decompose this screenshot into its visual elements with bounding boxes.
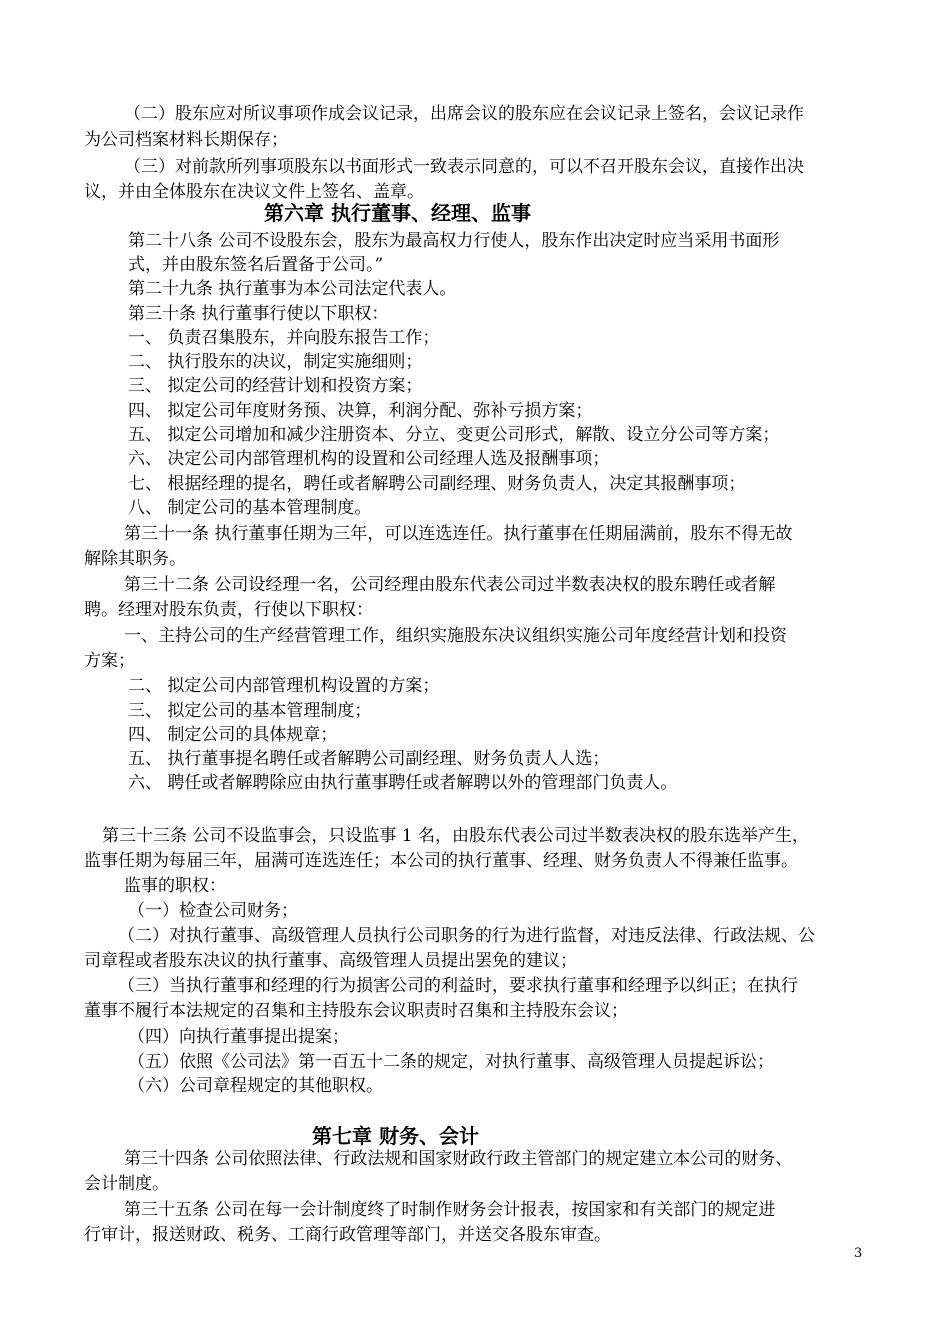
paragraph-line: 解除其职务。 [84, 549, 186, 569]
paragraph-line: （二）对执行董事、高级管理人员执行公司职务的行为进行监督，对违反法律、行政法规、公 [118, 926, 815, 946]
chapter-heading: 第六章 执行董事、经理、监事 [264, 201, 531, 225]
paragraph-line: 第三十一条 执行董事任期为三年，可以连选连任。执行董事在任期届满前，股东不得无故 [124, 524, 793, 544]
list-item: （四）向执行董事提出提案； [128, 1027, 349, 1047]
list-item: （六）公司章程规定的其他职权。 [128, 1076, 383, 1096]
paragraph-line: 董事不履行本法规定的召集和主持股东会议职责时召集和主持股东会议； [84, 1001, 628, 1021]
paragraph-line: 第三十三条 公司不设监事会，只设监事 1 名，由股东代表公司过半数表决权的股东选举产生， [102, 826, 810, 846]
paragraph-line: 第三十五条 公司在每一会计制度终了时制作财务会计报表，按国家和有关部门的规定进 [124, 1200, 776, 1220]
paragraph-line: 监事的职权： [124, 876, 226, 896]
list-item: 八、 制定公司的基本管理制度。 [128, 498, 372, 518]
paragraph-line: 第三十二条 公司设经理一名，公司经理由股东代表公司过半数表决权的股东聘任或者解 [124, 575, 776, 595]
paragraph-line: 式，并由股东签名后置备于公司。” [128, 255, 384, 275]
list-item: 七、 根据经理的提名，聘任或者解聘公司副经理、财务负责人，决定其报酬事项； [128, 474, 746, 494]
paragraph-line: 一、主持公司的生产经营管理工作，组织实施股东决议组织实施公司年度经营计划和投资 [124, 626, 787, 646]
list-item: 六、 决定公司内部管理机构的设置和公司经理人选及报酬事项； [128, 449, 610, 469]
paragraph-line: 第三十条 执行董事行使以下职权： [128, 304, 389, 324]
paragraph-line: 聘。经理对股东负责，行使以下职权： [84, 600, 373, 620]
paragraph-line: （三）对前款所列事项股东以书面形式一致表示同意的，可以不召开股东会议，直接作出决 [124, 157, 804, 177]
paragraph-line: 方案； [84, 651, 135, 671]
list-item: （五）依照《公司法》第一百五十二条的规定，对执行董事、高级管理人员提起诉讼； [128, 1052, 774, 1072]
paragraph-line: 司章程或者股东决议的执行董事、高级管理人员提出罢免的建议； [84, 951, 577, 971]
paragraph-line: （二）股东应对所议事项作成会议记录，出席会议的股东应在会议记录上签名，会议记录作 [124, 104, 804, 124]
paragraph-line: 第三十四条 公司依照法律、行政法规和国家财政行政主管部门的规定建立本公司的财务、 [124, 1149, 793, 1169]
list-item: 一、 负责召集股东，并向股东报告工作； [128, 328, 440, 348]
list-item: 三、 拟定公司的基本管理制度； [128, 701, 372, 721]
list-item: 三、 拟定公司的经营计划和投资方案； [128, 376, 423, 396]
list-item: 二、 拟定公司内部管理机构设置的方案； [128, 676, 440, 696]
list-item: （一）检查公司财务； [128, 901, 298, 921]
paragraph-line: （三）当执行董事和经理的行为损害公司的利益时，要求执行董事和经理予以纠正；在执行 [118, 976, 798, 996]
list-item: 六、 聘任或者解聘除应由执行董事聘任或者解聘以外的管理部门负责人。 [128, 773, 678, 793]
paragraph-line: 第二十八条 公司不设股东会，股东为最高权力行使人，股东作出决定时应当采用书面形 [128, 231, 780, 251]
list-item: 四、 制定公司的具体规章； [128, 725, 338, 745]
paragraph-line: 行审计，报送财政、税务、工商行政管理等部门，并送交各股东审查。 [84, 1225, 611, 1245]
list-item: 五、 拟定公司增加和减少注册资本、分立、变更公司形式，解散、设立分公司等方案； [128, 425, 780, 445]
paragraph-line: 监事任期为每届三年，届满可连选连任；本公司的执行董事、经理、财务负责人不得兼任监事。 [84, 851, 798, 871]
page-number: 3 [854, 1246, 863, 1261]
paragraph-line: 第二十九条 执行董事为本公司法定代表人。 [128, 279, 457, 299]
paragraph-line: 为公司档案材料长期保存； [84, 130, 288, 150]
list-item: 二、 执行股东的决议，制定实施细则； [128, 352, 423, 372]
list-item: 四、 拟定公司年度财务预、决算，利润分配、弥补亏损方案； [128, 401, 593, 421]
paragraph-line: 议，并由全体股东在决议文件上签名、盖章。 [84, 182, 424, 202]
chapter-heading: 第七章 财务、会计 [312, 1124, 479, 1148]
paragraph-line: 会计制度。 [84, 1174, 169, 1194]
list-item: 五、 执行董事提名聘任或者解聘公司副经理、财务负责人人选； [128, 749, 610, 769]
